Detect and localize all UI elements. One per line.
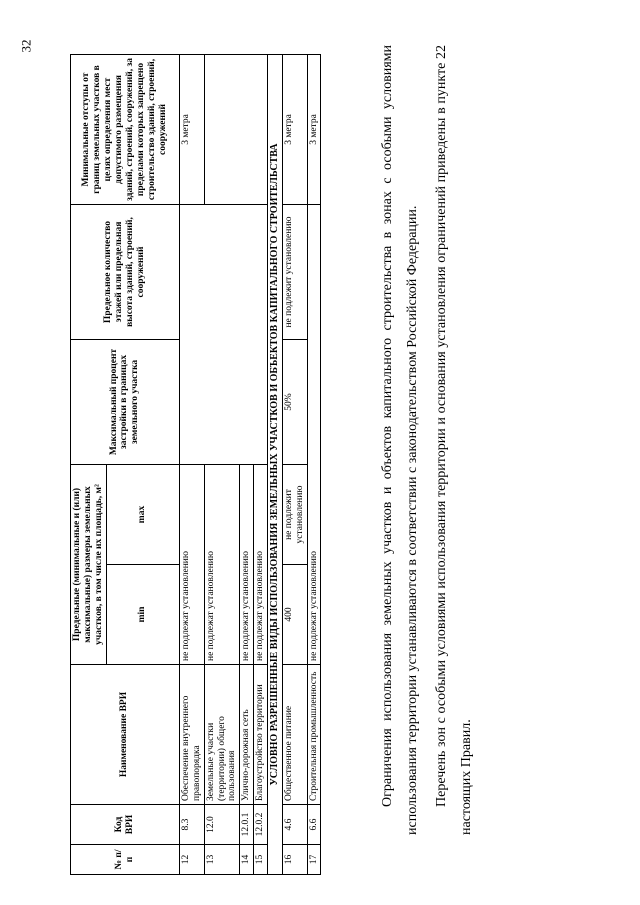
row-sizes: не подлежат установлению bbox=[179, 465, 204, 665]
row-min: 400 bbox=[282, 565, 307, 665]
header-setbacks: Минимальные отступы от границ земельных участков в целях определения мест допустимого размещения зданий, строений, сооружений, за пределами которых запрещено строительство зданий, строений, сооружений bbox=[71, 55, 180, 205]
row-name: Общественное питание bbox=[282, 665, 307, 805]
row-floors: не подлежит установлению bbox=[282, 205, 307, 340]
header-name: Наименование ВРИ bbox=[71, 665, 180, 805]
row-setback-empty bbox=[204, 55, 268, 205]
row-max: не подлежит установлению bbox=[282, 465, 307, 565]
row-name: Обеспечение внутреннего правопорядка bbox=[179, 665, 204, 805]
row-code: 12.0 bbox=[204, 805, 240, 845]
row-sizes: не подлежат установлению bbox=[204, 465, 240, 665]
vri-table bbox=[70, 54, 321, 875]
header-floors: Предельное количество этажей или предельная высота зданий, строений, сооружений bbox=[71, 205, 180, 340]
row-code: 6.6 bbox=[307, 805, 321, 845]
row-num: 14 bbox=[240, 845, 254, 875]
table-row bbox=[282, 55, 307, 875]
row-setback: 3 метра bbox=[307, 55, 321, 205]
rotated-content bbox=[20, 25, 630, 885]
paragraph-restrictions: Ограничения использования земельных участков и объектов капитального строительства в зонах с особыми условиями использования территории устанавливаются в соответствии с законодательством Российской Федерации. bbox=[380, 45, 420, 835]
row-setback: 3 метра bbox=[282, 55, 307, 205]
row-sizes: не подлежат установлению bbox=[254, 465, 268, 665]
header-min: min bbox=[106, 565, 179, 665]
row-code: 4.6 bbox=[282, 805, 307, 845]
header-num: № п/п bbox=[71, 845, 180, 875]
table-row bbox=[179, 55, 204, 875]
row-sizes: не подлежат установлению bbox=[240, 465, 254, 665]
row-setback: 3 метра bbox=[179, 55, 204, 205]
table-row bbox=[307, 55, 321, 875]
page-number: 32 bbox=[18, 39, 34, 53]
row-name: Благоустройство территории bbox=[254, 665, 268, 805]
row-num: 13 bbox=[204, 845, 240, 875]
table-row bbox=[204, 55, 240, 875]
body-text bbox=[375, 45, 483, 835]
row-num: 15 bbox=[254, 845, 268, 875]
row-name: Улично-дорожная сеть bbox=[240, 665, 254, 805]
header-sizes: Предельные (минимальные и (или) максимальные) размеры земельных участков, в том числе их площадь, м² bbox=[71, 465, 107, 665]
section-row bbox=[268, 55, 283, 875]
paragraph-zone-list: Перечень зон с особыми условиями использования территории и основания установления ограничений приведены в пункте 22 настоящих Правил. bbox=[434, 45, 474, 835]
row-code: 12.0.1 bbox=[240, 805, 254, 845]
row-num: 17 bbox=[307, 845, 321, 875]
header-code: Код ВРИ bbox=[71, 805, 180, 845]
row-code: 8.3 bbox=[179, 805, 204, 845]
row-name: Строительная промышленность bbox=[307, 665, 321, 805]
row-num: 12 bbox=[179, 845, 204, 875]
row-name: Земельные участки (территории) общего пользования bbox=[204, 665, 240, 805]
section-title: УСЛОВНО РАЗРЕШЕННЫЕ ВИДЫ ИСПОЛЬЗОВАНИЯ ЗЕМЕЛЬНЫХ УЧАСТКОВ И ОБЪЕКТОВ КАПИТАЛЬНОГО СТРОИТЕЛЬСТВА bbox=[268, 55, 283, 875]
header-build-percent: Максимальный процент застройки в границах земельного участка bbox=[71, 340, 180, 465]
row-build-percent: 50% bbox=[282, 340, 307, 465]
row-empty-merged bbox=[179, 205, 267, 465]
row-sizes: не подлежат установлению bbox=[307, 205, 321, 665]
table-header-row bbox=[71, 55, 107, 875]
row-num: 16 bbox=[282, 845, 307, 875]
row-code: 12.0.2 bbox=[254, 805, 268, 845]
header-max: max bbox=[106, 465, 179, 565]
